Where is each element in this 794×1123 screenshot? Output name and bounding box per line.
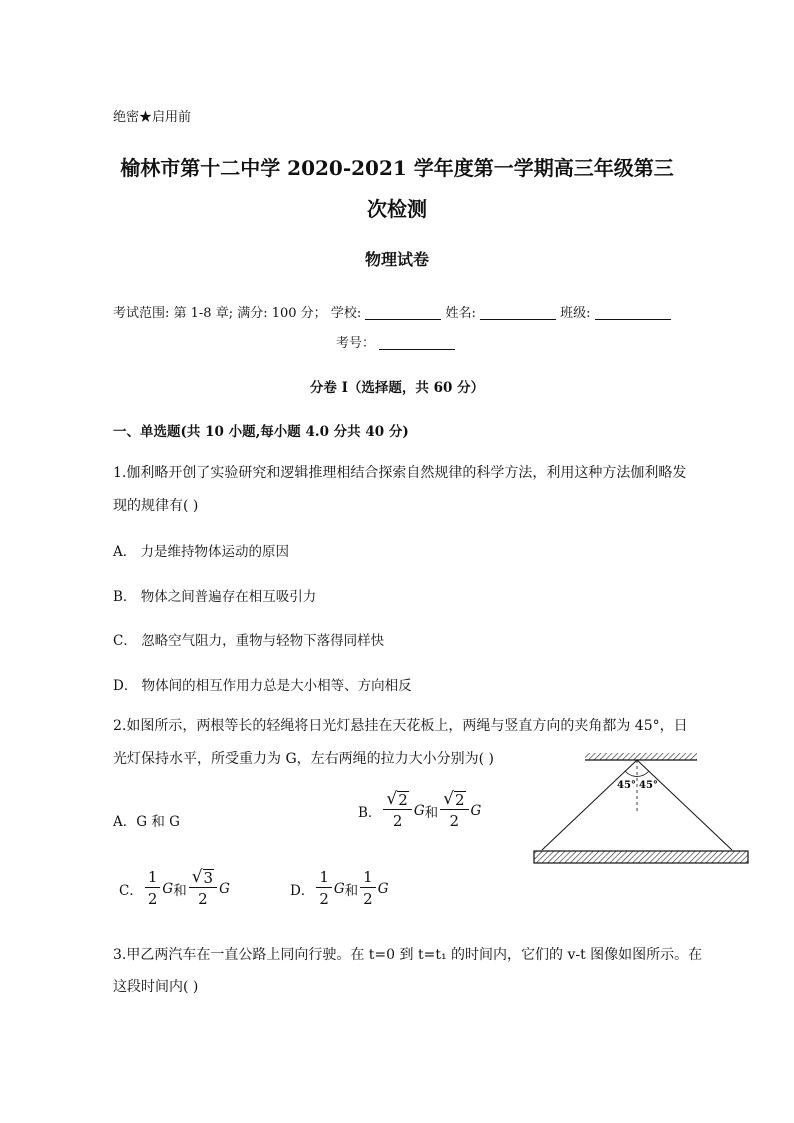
question-2-option-c: C． $\frac{1}{2}$ G 和 √ 3 2 G xyxy=(119,867,230,908)
sqrt-icon: √ xyxy=(386,789,398,809)
fraction: √ 3 2 xyxy=(189,868,217,909)
exam-info-line xyxy=(113,302,671,321)
question-1-option-a: A． 力是维持物体运动的原因 xyxy=(113,544,290,560)
question-1-option-d: D． 物体间的相互作用力总是大小相等、方向相反 xyxy=(113,678,412,694)
ceiling-hatch xyxy=(585,753,697,760)
question-1-line2: 现的规律有( ) xyxy=(113,498,199,514)
number-field[interactable] xyxy=(379,336,455,350)
fraction: $\frac{1}{2}$ xyxy=(360,868,376,909)
question-2-option-d: D． $\frac{1}{2}$ G 和 $\frac{1}{2}$ G xyxy=(290,868,389,908)
question-2-option-a: A．G 和 G xyxy=(113,814,180,830)
number-label: 考号： xyxy=(336,336,376,351)
question-1-option-c: C． 忽略空气阻力，重物与轻物下落得同样快 xyxy=(113,633,385,649)
exam-title-line2: 次检测 xyxy=(367,197,427,221)
option-c-label: C． xyxy=(119,882,143,899)
exam-scope: 考试范围: 第 1-8 章; 满分: 100 分； xyxy=(113,306,327,321)
fraction: $\frac{1}{2}$ xyxy=(145,868,161,909)
right-rope xyxy=(637,760,732,850)
sqrt-icon: √ xyxy=(443,789,454,809)
sqrt-icon: √ xyxy=(191,867,203,887)
name-label: 姓名: xyxy=(445,306,476,321)
school-field[interactable] xyxy=(365,306,441,320)
class-label: 班级: xyxy=(560,306,591,321)
school-label: 学校: xyxy=(330,306,362,321)
angle-left-label: 45° xyxy=(617,780,636,791)
part-title: 分卷 I（选择题，共 60 分） xyxy=(309,380,485,396)
option-b-label: B． xyxy=(358,804,382,821)
class-field[interactable] xyxy=(595,306,671,320)
left-rope xyxy=(542,760,637,850)
question-1-option-b: B． 物体之间普遍存在相互吸引力 xyxy=(113,589,317,605)
lamp-tube xyxy=(534,851,748,863)
fraction: $\frac{1}{2}$ xyxy=(316,868,332,909)
question-3-line2: 这段时间内( ) xyxy=(113,979,199,995)
name-field[interactable] xyxy=(480,306,556,320)
question-2-option-b: B． √ 2 2 G 和 √ 2 2 G xyxy=(358,789,482,830)
lamp-hanging-figure xyxy=(530,750,752,870)
question-3-line1: 3.甲乙两汽车在一直公路上同向行驶。在 t=0 到 t=t₁ 的时间内，它们的 v-t 图像如图所示。在 xyxy=(113,947,703,963)
question-2-line1: 2.如图所示，两根等长的轻绳将日光灯悬挂在天花板上，两绳与竖直方向的夹角都为 45°，日 xyxy=(113,718,688,734)
angle-right-label: 45° xyxy=(639,780,658,791)
question-2-line2: 光灯保持水平，所受重力为 G，左右两绳的拉力大小分别为( ) xyxy=(113,751,495,767)
subject-title: 物理试卷 xyxy=(364,250,429,269)
question-1-line1: 1.伽利略开创了实验研究和逻辑推理相结合探索自然规律的科学方法，利用这种方法伽利略发 xyxy=(113,465,687,481)
fraction: √ 2 2 xyxy=(383,790,411,831)
section-heading: 一、单选题(共 10 小题,每小题 4.0 分共 40 分) xyxy=(113,424,409,440)
fraction: √ 2 2 xyxy=(440,790,468,831)
exam-title-line1: 榆林市第十二中学 2020-2021 学年度第一学期高三年级第三 xyxy=(120,156,674,180)
exam-number-line xyxy=(336,332,455,351)
option-d-label: D． xyxy=(290,882,315,899)
secret-mark: 绝密★启用前 xyxy=(113,110,192,125)
